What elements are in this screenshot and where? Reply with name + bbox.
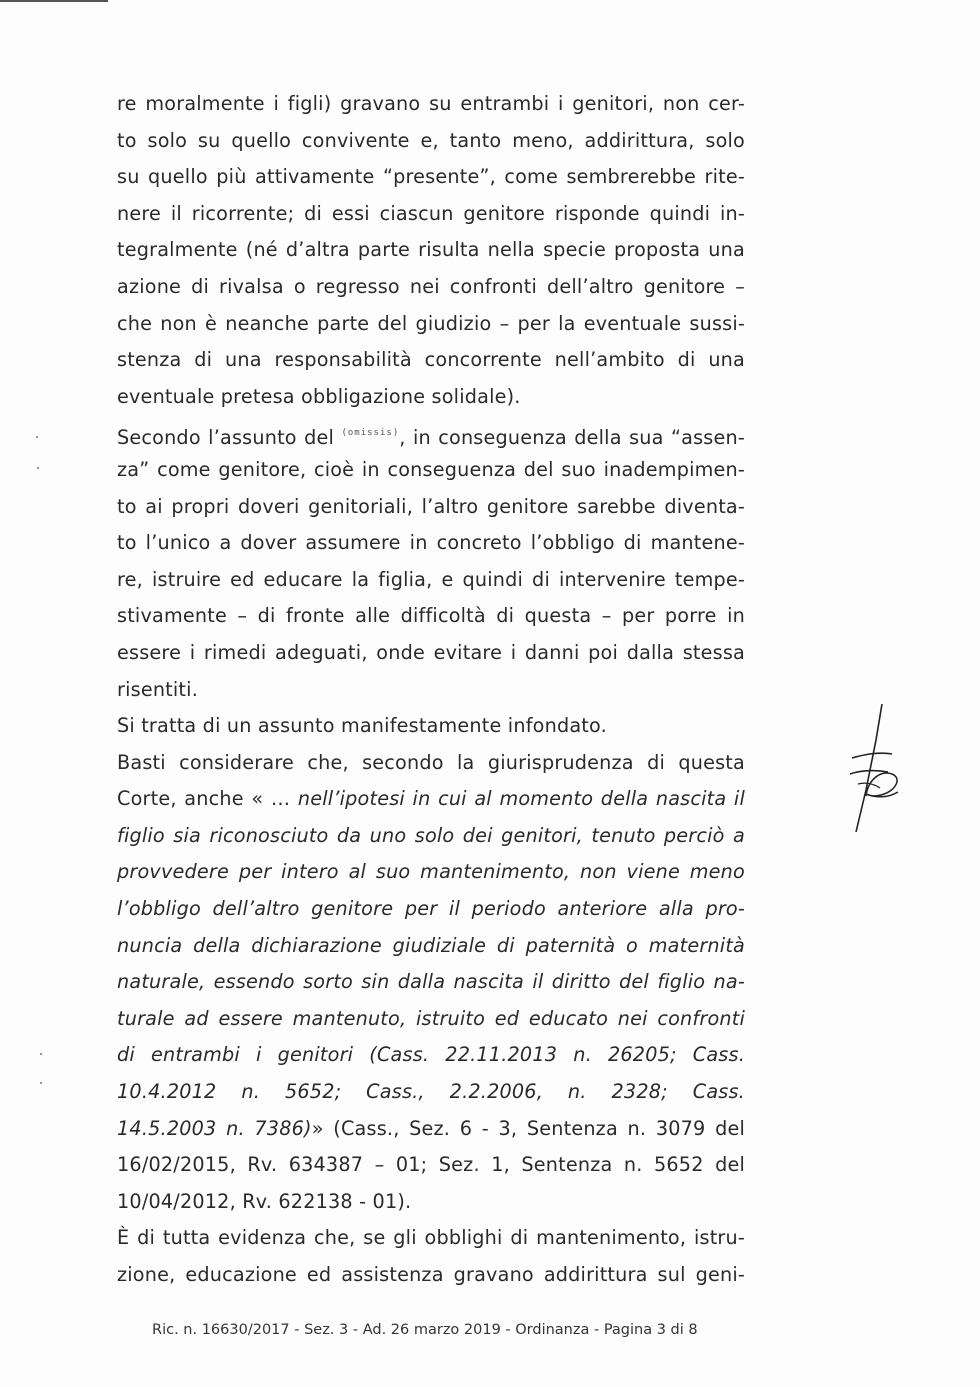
italic-quote-segment: 14.5.2003 n. 7386) bbox=[117, 1116, 312, 1140]
text-segment: Si tratta di un assunto manifestamente infondato. bbox=[117, 714, 607, 738]
text-line bbox=[117, 1257, 745, 1294]
italic-quote-segment: naturale, essendo sorto sin dalla nascita il diritto del figlio na- bbox=[117, 970, 745, 994]
text-segment: stenza di una responsabilità concorrente nell’ambito di una bbox=[117, 348, 745, 372]
text-line bbox=[117, 1184, 745, 1221]
text-line bbox=[117, 232, 745, 269]
text-segment: » (Cass., Sez. 6 - 3, Sentenza n. 3079 del bbox=[311, 1116, 746, 1140]
text-segment: to l’unico a dover assumere in concreto l’obbligo di mantene- bbox=[117, 531, 745, 555]
text-segment: to solo su quello convivente e, tanto meno, addirittura, solo bbox=[117, 128, 745, 152]
text-line bbox=[117, 598, 745, 635]
document-body bbox=[117, 86, 745, 1294]
italic-quote-segment: di entrambi i genitori (Cass. 22.11.2013 n. 26205; Cass. bbox=[117, 1043, 745, 1067]
text-segment: 10/04/2012, Rv. 622138 - 01). bbox=[117, 1189, 412, 1213]
text-line bbox=[117, 672, 745, 709]
text-line bbox=[117, 562, 745, 599]
text-line bbox=[117, 708, 745, 745]
text-line bbox=[117, 379, 745, 416]
text-segment: risentiti. bbox=[117, 677, 198, 701]
text-segment: stivamente – di fronte alle difficoltà di questa – per porre in bbox=[117, 604, 745, 628]
text-line bbox=[117, 1074, 745, 1111]
scan-speck bbox=[37, 467, 39, 469]
text-segment: Corte, anche « … bbox=[117, 787, 298, 811]
handwritten-signature-icon bbox=[822, 700, 908, 840]
text-line bbox=[117, 781, 745, 818]
text-line bbox=[117, 196, 745, 233]
text-segment: Basti considerare che, secondo la giurisprudenza di questa bbox=[117, 750, 745, 774]
text-segment: tegralmente (né d’altra parte risulta nella specie proposta una bbox=[117, 238, 745, 262]
text-segment: , in conseguenza della sua “assen- bbox=[399, 426, 745, 450]
text-segment: to ai propri doveri genitoriali, l’altro genitore sarebbe diventa- bbox=[117, 494, 745, 518]
text-line bbox=[117, 928, 745, 965]
text-segment: eventuale pretesa obbligazione solidale). bbox=[117, 384, 521, 408]
text-segment: che non è neanche parte del giudizio – per la eventuale sussi- bbox=[117, 311, 745, 335]
scan-speck bbox=[40, 1082, 42, 1084]
scan-speck bbox=[36, 436, 38, 438]
text-line bbox=[117, 415, 745, 452]
text-segment: 16/02/2015, Rv. 634387 – 01; Sez. 1, Sentenza n. 5652 del bbox=[117, 1153, 745, 1177]
page-footer: Ric. n. 16630/2017 - Sez. 3 - Ad. 26 marzo 2019 - Ordinanza - Pagina 3 di 8 bbox=[152, 1322, 698, 1338]
italic-quote-segment: nell’ipotesi in cui al momento della nascita il bbox=[297, 787, 745, 811]
italic-quote-segment: nuncia della dichiarazione giudiziale di paternità o maternità bbox=[117, 933, 745, 957]
text-line bbox=[117, 1111, 745, 1148]
text-segment: essere i rimedi adeguati, onde evitare i danni poi dalla stessa bbox=[117, 640, 745, 664]
text-line bbox=[117, 745, 745, 782]
text-line bbox=[117, 818, 745, 855]
text-segment: za” come genitore, cioè in conseguenza del suo inadempimen- bbox=[117, 457, 745, 481]
scan-corner-mark bbox=[0, 0, 108, 2]
text-line bbox=[117, 854, 745, 891]
text-line bbox=[117, 964, 745, 1001]
text-line bbox=[117, 159, 745, 196]
text-segment: su quello più attivamente “presente”, come sembrerebbe rite- bbox=[117, 165, 745, 189]
text-line bbox=[117, 525, 745, 562]
omissis-marker: (omissis) bbox=[341, 428, 400, 439]
italic-quote-segment: figlio sia riconosciuto da uno solo dei genitori, tenuto perciò a bbox=[117, 823, 745, 847]
text-line bbox=[117, 635, 745, 672]
text-line bbox=[117, 306, 745, 343]
text-line bbox=[117, 1037, 745, 1074]
text-line bbox=[117, 269, 745, 306]
text-line bbox=[117, 86, 745, 123]
italic-quote-segment: provvedere per intero al suo mantenimento, non viene meno bbox=[117, 860, 745, 884]
text-line bbox=[117, 489, 745, 526]
text-line bbox=[117, 1001, 745, 1038]
italic-quote-segment: l’obbligo dell’altro genitore per il periodo anteriore alla pro- bbox=[117, 897, 745, 921]
text-line bbox=[117, 1147, 745, 1184]
text-line bbox=[117, 123, 745, 160]
italic-quote-segment: 10.4.2012 n. 5652; Cass., 2.2.2006, n. 2328; Cass. bbox=[117, 1080, 745, 1104]
text-segment: nere il ricorrente; di essi ciascun genitore risponde quindi in- bbox=[117, 201, 745, 225]
italic-quote-segment: turale ad essere mantenuto, istruito ed educato nei confronti bbox=[117, 1006, 745, 1030]
text-line bbox=[117, 891, 745, 928]
text-segment: Secondo l’assunto del bbox=[117, 426, 342, 450]
text-segment: azione di rivalsa o regresso nei confronti dell’altro genitore – bbox=[117, 274, 745, 298]
scan-speck bbox=[40, 1053, 42, 1055]
text-segment: È di tutta evidenza che, se gli obblighi di mantenimento, istru- bbox=[117, 1226, 745, 1250]
text-line bbox=[117, 452, 745, 489]
text-segment: zione, educazione ed assistenza gravano addirittura sul geni- bbox=[117, 1263, 745, 1286]
text-line bbox=[117, 342, 745, 379]
text-segment: re moralmente i figli) gravano su entrambi i genitori, non cer- bbox=[117, 92, 745, 115]
text-line bbox=[117, 1220, 745, 1257]
text-segment: re, istruire ed educare la figlia, e quindi di intervenire tempe- bbox=[117, 567, 745, 591]
